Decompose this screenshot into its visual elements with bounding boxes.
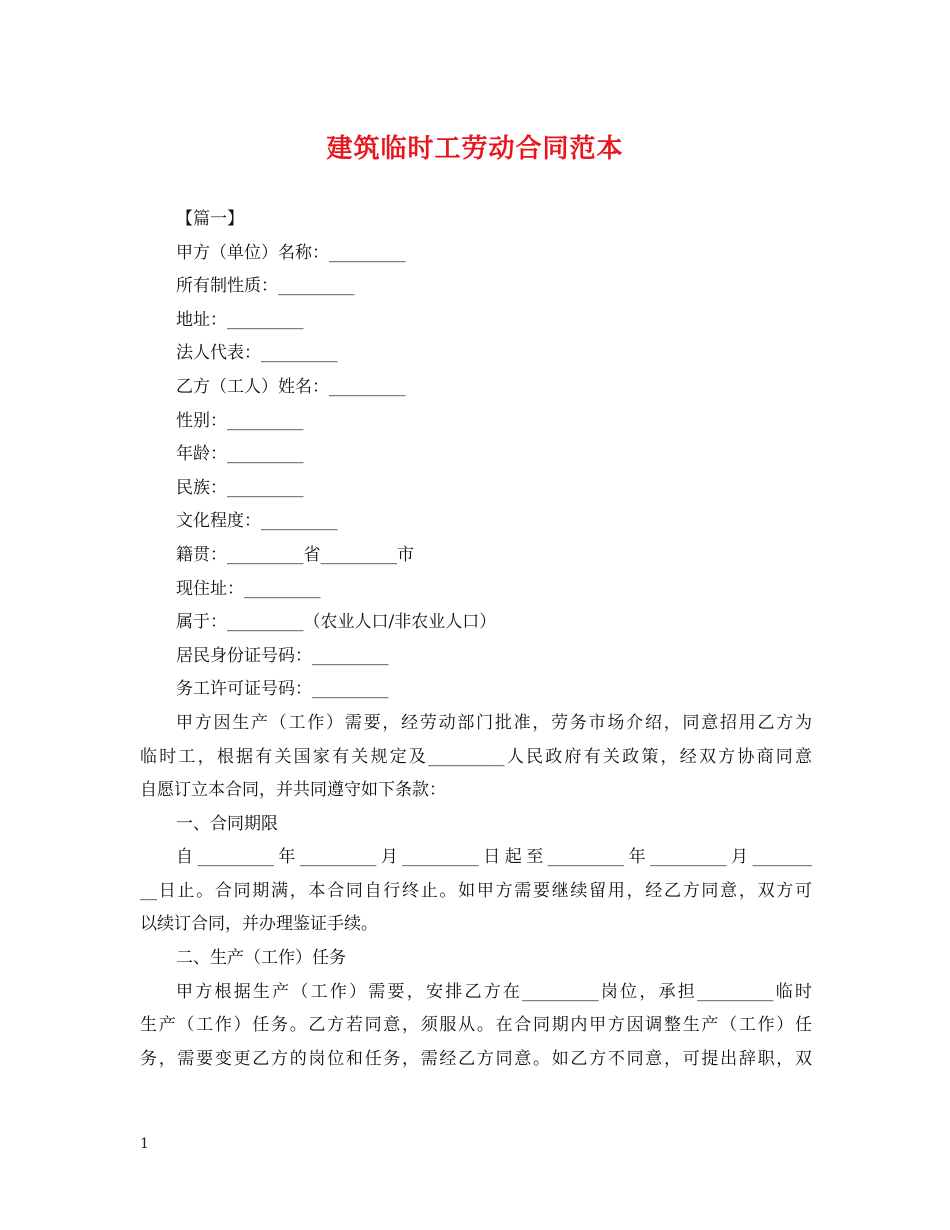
section-heading-task: 二、生产（工作）任务 — [176, 948, 346, 969]
field-age: 年龄：_________ — [176, 444, 304, 465]
field-gender: 性别：_________ — [176, 410, 304, 431]
page-number: 1 — [140, 1136, 149, 1152]
term-paragraph — [140, 841, 812, 942]
paragraph-line: 甲方根据生产（工作）需要，安排乙方在_________岗位，承担_________临时 — [176, 981, 812, 1002]
paragraph-line: 临时工，根据有关国家有关规定及_________人民政府有关政策，经双方协商同意 — [140, 746, 812, 767]
section-heading-term: 一、合同期限 — [176, 813, 278, 834]
field-ethnicity: 民族：_________ — [176, 477, 304, 498]
field-ownership: 所有制性质：_________ — [176, 276, 355, 297]
field-education: 文化程度：_________ — [176, 511, 338, 532]
paragraph-line: 生产（工作）任务。乙方若同意，须服从。在合同期内甲方因调整生产（工作）任 — [140, 1015, 812, 1036]
field-current-address: 现住址：_________ — [176, 578, 321, 599]
document-title: 建筑临时工劳动合同范本 — [326, 134, 624, 164]
document-body — [140, 203, 812, 1076]
field-party-b-name: 乙方（工人）姓名：_________ — [176, 376, 406, 397]
intro-paragraph — [140, 707, 812, 808]
field-party-a-name: 甲方（单位）名称：_________ — [176, 242, 406, 263]
paragraph-line: 自愿订立本合同，并共同遵守如下条款： — [140, 780, 446, 801]
paragraph-line: 甲方因生产（工作）需要，经劳动部门批准，劳务市场介绍，同意招用乙方为 — [176, 712, 812, 733]
field-work-permit-number: 务工许可证号码：_________ — [176, 679, 389, 700]
paragraph-line: 务，需要变更乙方的岗位和任务，需经乙方同意。如乙方不同意，可提出辞职，双 — [140, 1048, 812, 1069]
field-household-type: 属于：_________（农业人口/非农业人口） — [176, 612, 497, 633]
paragraph-line: 以续订合同，并办理鉴证手续。 — [140, 914, 378, 935]
task-paragraph — [140, 976, 812, 1077]
field-address: 地址：_________ — [176, 309, 304, 330]
section-label: 【篇一】 — [176, 209, 244, 229]
field-native-place: 籍贯：_________省_________市 — [176, 544, 414, 565]
field-legal-representative: 法人代表：_________ — [176, 343, 338, 364]
field-id-number: 居民身份证号码：_________ — [176, 645, 389, 666]
paragraph-line: __日止。合同期满，本合同自行终止。如甲方需要继续留用，经乙方同意，双方可 — [140, 880, 812, 901]
paragraph-line: 自_________年_________月_________日起至_________年_________月_______ — [176, 847, 812, 868]
